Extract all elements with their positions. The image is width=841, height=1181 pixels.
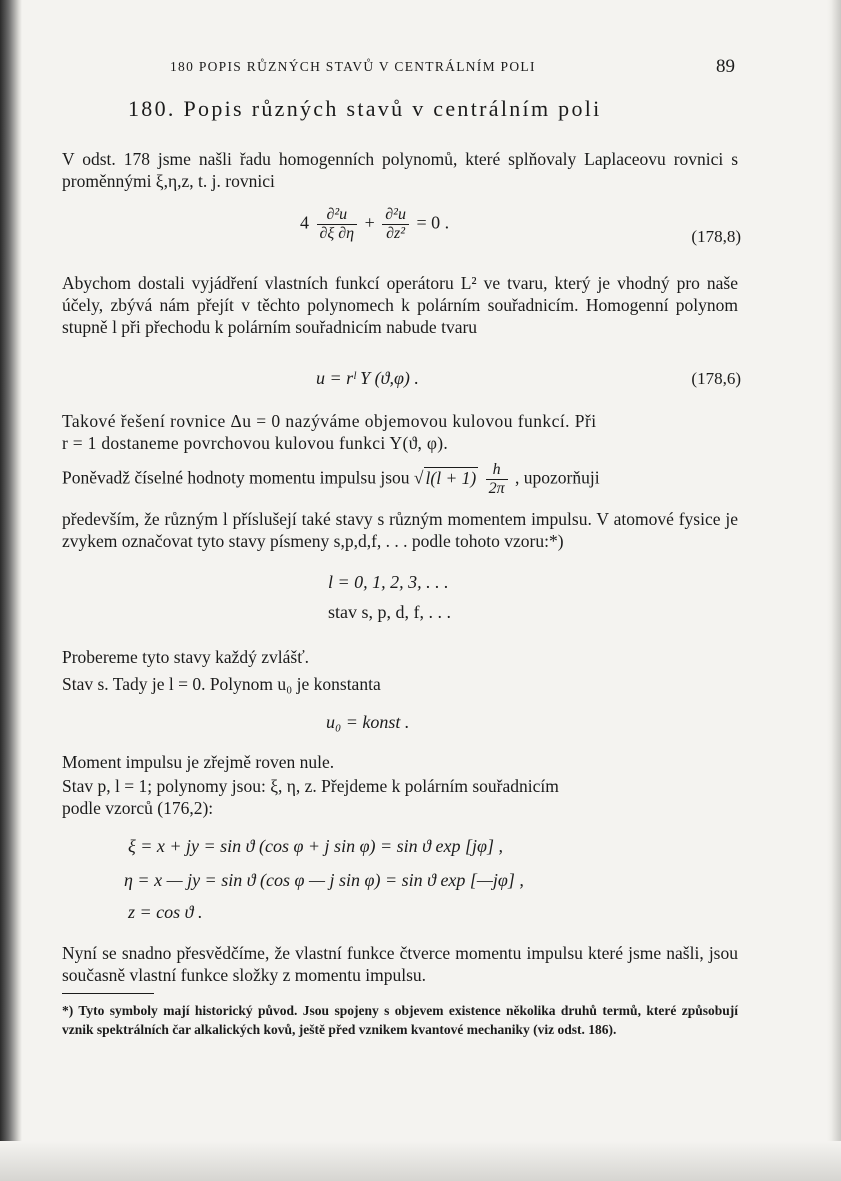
equation-l-values: l = 0, 1, 2, 3, . . . bbox=[328, 572, 449, 592]
eq1-frac2 bbox=[382, 206, 409, 243]
paragraph-momentum-lead: Poněvadž číselné hodnoty momentu impulsu jsou √ l(l + 1) $\frac{h}{2\pi}$ , upozorňuji bbox=[62, 461, 600, 497]
paragraph-momentum-rest: především, že různým l příslušejí také stavy s různým momentem impulsu. V atomové fysice je zvykem označovat tyto stavy písmeny s,p,d,f, . . . podle tohoto vzoru:*) bbox=[62, 509, 738, 551]
momentum-lead-text: Poněvadž číselné hodnoty momentu impulsu jsou bbox=[62, 467, 410, 488]
eq1-rhs: = 0 . bbox=[416, 212, 450, 233]
momentum-frac-num: h bbox=[486, 461, 508, 480]
equation-z: z = cos ϑ . bbox=[128, 902, 203, 922]
equation-eta: η = x — jy = sin ϑ (cos φ — j sin φ) = sin ϑ exp [—jφ] , bbox=[124, 870, 524, 890]
eq1-frac1 bbox=[317, 206, 358, 243]
page-edge-shadow bbox=[827, 0, 841, 1181]
paragraph-state-s: Stav s. Tady je l = 0. Polynom u₀ je konstanta bbox=[62, 674, 381, 694]
equation-state-names: stav s, p, d, f, . . . bbox=[328, 602, 451, 622]
page-bottom-shadow bbox=[0, 1141, 841, 1181]
equation-homogeneous: u = rˡ Y (ϑ,φ) . bbox=[316, 368, 419, 388]
momentum-frac-den: 2π bbox=[488, 480, 505, 497]
paragraph-each-state: Probereme tyto stavy každý zvlášť. bbox=[62, 647, 310, 667]
page-number: 89 bbox=[716, 56, 735, 77]
momentum-sqrt: l(l + 1) bbox=[425, 467, 477, 488]
eq1-plus: + bbox=[364, 212, 375, 233]
paragraph-state-p-line2: podle vzorců (176,2): bbox=[62, 798, 214, 818]
paragraph-state-p-line1: Stav p, l = 1; polynomy jsou: ξ, η, z. Přejdeme k polárním souřadnicím bbox=[62, 776, 559, 796]
paragraph-intro: V odst. 178 jsme našli řadu homogenních polynomů, které splňovaly Laplaceovu rovnici s proměnnými ξ,η,z, t. j. rovnici bbox=[62, 149, 738, 191]
momentum-tail: , upozorňuji bbox=[514, 467, 600, 488]
eq1-frac2-den: ∂z² bbox=[386, 225, 406, 242]
section-title: 180. Popis různých stavů v centrálním poli bbox=[128, 96, 602, 121]
footnote-rule bbox=[62, 993, 154, 994]
paragraph-polar: Abychom dostali vyjádření vlastních funkcí operátoru L² ve tvaru, který je vhodný pro naše účely, zbývá nám přejít v těchto polynomech k polárním souřadnicím. Homogenní polynom stupně l při přechodu k polárním souřadnicím nabude tvaru bbox=[62, 273, 738, 337]
equation-laplace bbox=[300, 206, 449, 243]
equation-xi: ξ = x + jy = sin ϑ (cos φ + j sin φ) = sin ϑ exp [jφ] , bbox=[128, 836, 503, 856]
footnote: *) Tyto symboly mají historický původ. Jsou spojeny s objevem existence několika druhů termů, které způsobují vznik spektrálních čar alkalických kovů, ještě před vznikem kvantové mechaniky (viz odst. 186). bbox=[62, 1003, 738, 1037]
eq1-coef: 4 bbox=[300, 212, 309, 233]
eq1-frac1-den: ∂ξ ∂η bbox=[319, 225, 355, 242]
eq1-frac1-num: ∂²u bbox=[317, 206, 358, 225]
page-binding-shadow bbox=[0, 0, 22, 1181]
eq1-frac2-num: ∂²u bbox=[382, 206, 409, 225]
paragraph-solution-line1: Takové řešení rovnice Δu = 0 nazýváme objemovou kulovou funkcí. Při bbox=[62, 411, 597, 431]
paragraph-solution-line2: r = 1 dostaneme povrchovou kulovou funkci Y(ϑ, φ). bbox=[62, 433, 449, 453]
running-head: 180 POPIS RŮZNÝCH STAVŮ V CENTRÁLNÍM POLI bbox=[170, 59, 536, 74]
equation-number-178-8: (178,8) bbox=[691, 227, 741, 246]
paragraph-conclusion: Nyní se snadno přesvědčíme, že vlastní funkce čtverce momentu impulsu které jsme našli, jsou současně vlastní funkce složky z momentu impulsu. bbox=[62, 943, 738, 985]
momentum-frac bbox=[486, 461, 508, 498]
paragraph-zero-momentum: Moment impulsu je zřejmě roven nule. bbox=[62, 752, 335, 772]
equation-u0-constant: u₀ = konst . bbox=[326, 712, 410, 732]
equation-number-178-6: (178,6) bbox=[691, 369, 741, 388]
